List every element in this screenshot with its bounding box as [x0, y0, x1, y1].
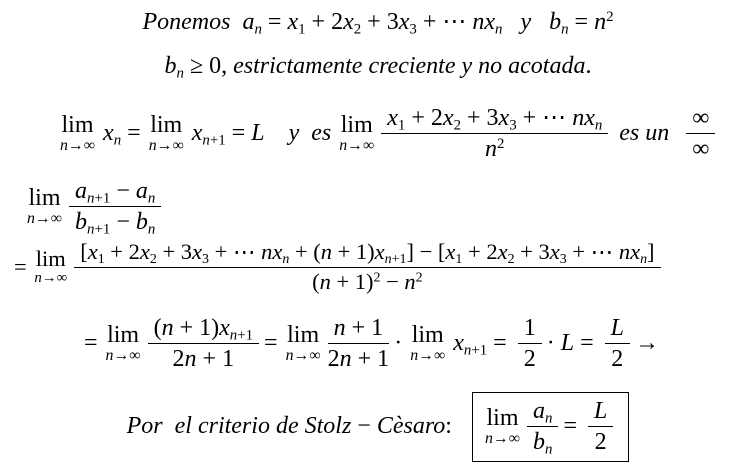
lim-subscript: n→∞	[484, 430, 521, 448]
math-text: $x_{n+1}$ =	[453, 330, 513, 359]
fraction-numerator: $(n + 1)x_{n+1}$	[148, 314, 259, 344]
fraction-denominator: $b_{n+1} - b_n$	[75, 209, 156, 238]
fraction-numerator: ∞	[686, 104, 715, 134]
fraction	[328, 314, 390, 374]
fraction-denominator: 2	[523, 346, 536, 373]
math-text: $b_n \ge 0$, estrictamente creciente y no acotada.	[164, 53, 592, 82]
lim-subscript: n→∞	[60, 137, 96, 155]
lim-subscript: n→∞	[105, 347, 141, 365]
fraction-numerator: 1	[518, 314, 542, 344]
fraction-numerator: [$x_1 + 2x_2 + 3x_3$ + ⋯ $nx_n + (n + 1)x_{n+1}] - [x_1 + 2x_2 + 3x_3$ + ⋯ $nx_n$]	[74, 239, 660, 268]
fraction-denominator: 2n + 1	[172, 346, 235, 373]
lim-word: lim	[150, 111, 183, 138]
formula-bn-properties	[0, 53, 756, 80]
limit-operator	[485, 406, 520, 448]
formula-definition-an-bn	[0, 7, 756, 36]
limit-operator	[149, 113, 184, 155]
fraction-denominator: $(n + 1)^2 - n^2$	[312, 268, 423, 294]
math-text: =	[563, 413, 583, 440]
fraction-denominator: $n^2$	[485, 136, 505, 163]
fraction-numerator: $a_n$	[527, 397, 558, 427]
lim-word: lim	[61, 111, 94, 138]
fraction-denominator: $b_n$	[533, 429, 553, 458]
fraction	[148, 314, 259, 374]
boxed-result	[472, 392, 629, 462]
fraction	[518, 314, 542, 374]
lim-subscript: n→∞	[148, 137, 184, 155]
fraction	[381, 104, 608, 164]
formula-stolz-quotient	[25, 177, 166, 237]
lim-subscript: n→∞	[339, 137, 375, 155]
fraction	[686, 104, 715, 164]
math-text: Ponemos $a_n = x_1 + 2x_2 + 3x_3$ + ⋯ $nx_n$ y $b_n = n^2$	[142, 8, 614, 38]
fraction	[605, 314, 630, 374]
fraction	[588, 397, 613, 457]
lim-word: lim	[340, 111, 373, 138]
lim-subscript: n→∞	[285, 347, 321, 365]
math-text: →	[634, 330, 659, 357]
fraction-denominator: 2	[594, 429, 607, 456]
lim-word: lim	[28, 184, 61, 211]
fraction	[74, 239, 660, 295]
limit-operator	[34, 247, 67, 286]
math-text: Por el criterio de Stolz − Cèsaro:	[126, 413, 464, 440]
limit-operator	[410, 323, 445, 365]
math-text: $x_{n+1} = L$ y es	[191, 120, 332, 149]
lim-subscript: n→∞	[410, 347, 446, 365]
lim-subscript: n→∞	[27, 210, 63, 228]
math-text: $x_n$ =	[103, 120, 147, 149]
formula-expanded-quotient	[14, 239, 666, 295]
fraction-denominator: 2	[611, 346, 624, 373]
limit-operator	[339, 113, 374, 155]
math-text: =	[14, 254, 33, 280]
formula-conclusion	[0, 392, 756, 462]
fraction-numerator: $x_1 + 2x_2 + 3x_3$ + ⋯ $nx_n$	[381, 104, 608, 134]
limit-operator	[27, 186, 62, 228]
fraction-numerator: $a_{n+1} - a_n$	[69, 177, 161, 207]
lim-subscript: n→∞	[34, 270, 68, 287]
fraction-denominator: ∞	[692, 136, 710, 163]
lim-word: lim	[411, 321, 444, 348]
fraction-denominator: 2n + 1	[327, 346, 390, 373]
math-text: · L =	[546, 330, 600, 357]
lim-word: lim	[35, 246, 66, 272]
fraction-numerator: L	[605, 314, 630, 344]
math-text: es un	[619, 120, 670, 147]
fraction-numerator: L	[588, 397, 613, 427]
limit-operator	[60, 113, 95, 155]
math-text: =	[84, 330, 104, 357]
fraction	[527, 397, 558, 457]
math-text: ·	[394, 330, 409, 357]
fraction-numerator: n + 1	[328, 314, 390, 344]
formula-limit-hypothesis	[58, 104, 720, 164]
limit-operator	[106, 323, 141, 365]
lim-word: lim	[486, 404, 519, 431]
limit-operator	[286, 323, 321, 365]
math-text: =	[264, 330, 284, 357]
formula-simplified-limit	[84, 314, 659, 374]
lim-word: lim	[287, 321, 320, 348]
fraction	[69, 177, 161, 237]
lim-word: lim	[107, 321, 140, 348]
